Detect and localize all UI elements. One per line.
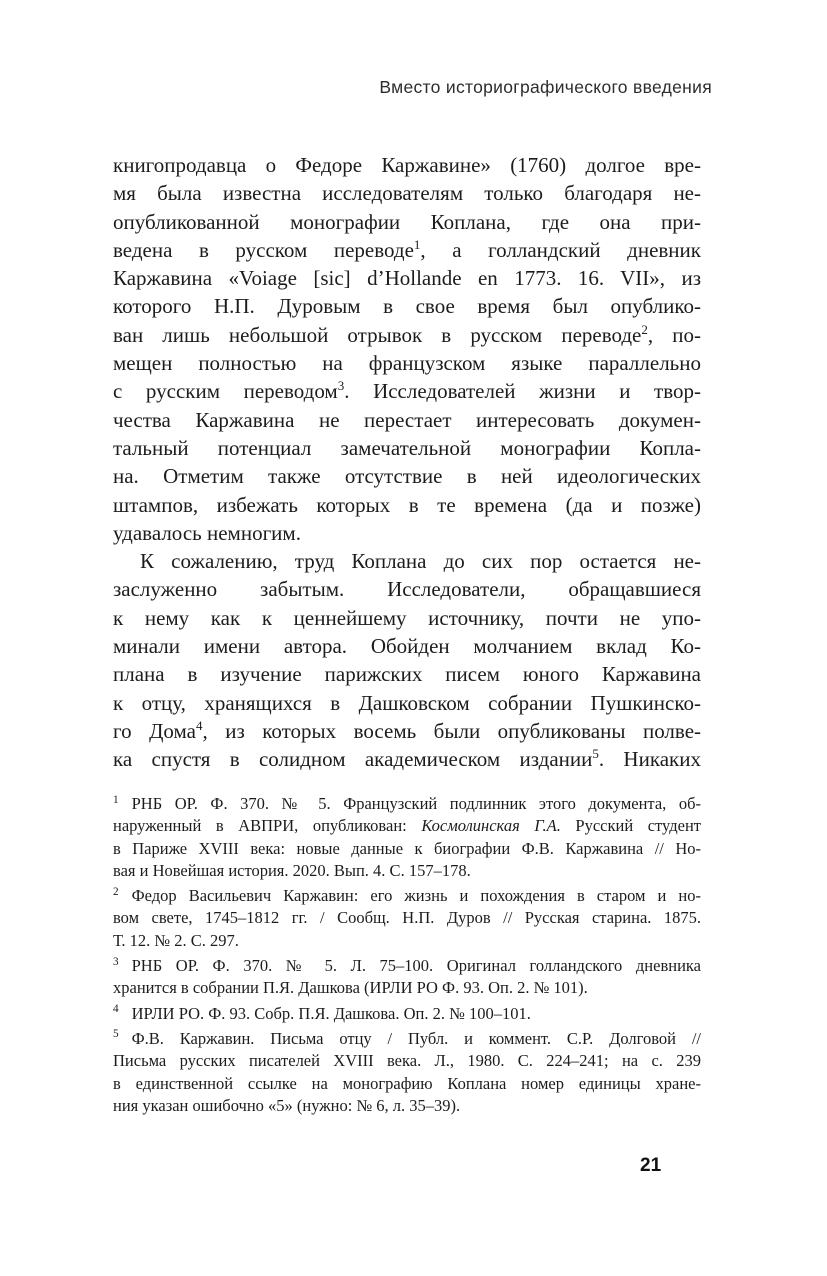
paragraph [113,151,701,547]
text-line [113,179,701,207]
text-line [113,349,701,377]
text-segment: штампов, избежать которых в те времена (да и позже) [113,492,701,517]
text-segment: , а голландский дневник [420,237,701,262]
page-number: 21 [640,1155,662,1176]
text-segment: . Никаких [598,747,701,772]
text-line [113,604,701,632]
text-segment: минали имени автора. Обойден молчанием вклад Ко- [113,634,701,659]
text-segment: РНБ ОР. Ф. 370. № 5. Французский подлинник этого документа, об- [131,794,701,813]
text-line [113,660,701,688]
text-line [113,321,701,349]
text-segment: наруженный в АВПРИ, опубликован: [113,816,422,836]
text-segment: которого Н.П. Дуровым в свое время был опублико- [113,294,701,319]
text-segment: тальный потенциал замечательной монографии Копла- [113,435,701,460]
text-line [113,907,701,929]
text-segment: чества Каржавина не перестает интересовать докумен- [113,407,701,432]
footnote [113,885,701,952]
paragraph [113,547,701,773]
text-segment: го Дома [113,718,196,743]
text-line [113,547,701,575]
text-line [113,519,701,547]
text-line [113,575,701,603]
footnote-number: 5 [113,1028,119,1041]
text-line [113,793,701,815]
text-segment: ка спустя в солидном академическом издании [113,747,593,772]
text-line [113,632,701,660]
footnote [113,955,701,1000]
footnote-number: 2 [113,885,119,898]
text-line [113,955,701,977]
text-segment: Письма русских писателей XVIII века. Л., 1980. С. 224–241; на с. 239 [113,1051,701,1071]
text-segment: ИРЛИ РО. Ф. 93. Собр. П.Я. Дашкова. Оп. 2. № 100–101. [131,1003,531,1023]
footnote-number: 1 [113,793,119,806]
footnote-number: 3 [113,955,119,968]
text-segment: в единственной ссылке на монографию Коплана номер единицы хране- [113,1073,701,1093]
footnote [113,1003,701,1025]
running-head: Вместо историографического введения [379,77,712,97]
footnotes [113,793,701,1120]
text-segment: Каржавина «Voiage [sic] d’Hollande en 1773. 16. VII», из [113,266,701,291]
text-segment: Ф.В. Каржавин. Письма отцу / Публ. и коммент. С.Р. Долговой // [131,1028,701,1048]
text-line [113,462,701,490]
text-segment: на. Отметим также отсутствие в ней идеологических [113,464,701,489]
text-segment: к нему как к ценнейшему источнику, почти не упо- [113,605,701,630]
text-line [113,406,701,434]
footnote-number: 4 [113,1003,119,1016]
text-segment: вая и Новейшая история. 2020. Вып. 4. С. 157–178. [113,860,471,880]
text-segment: К сожалению, труд Коплана до сих пор остается не- [140,549,701,574]
body-text [113,151,701,774]
text-line [113,236,701,264]
text-line [113,434,701,462]
text-segment: Федор Васильевич Каржавин: его жизнь и похождения в старом и но- [131,886,701,906]
text-line [113,377,701,405]
text-line [113,1095,701,1117]
text-segment: Т. 12. № 2. С. 297. [113,930,239,950]
text-line [113,815,701,837]
text-line [113,292,701,320]
text-segment: опубликованной монографии Коплана, где она при- [113,209,701,234]
text-segment: . Исследователей жизни и твор- [344,379,701,404]
text-line [113,264,701,292]
text-segment: ван лишь небольшой отрывок в русском переводе [113,322,642,347]
text-segment: ния указан ошибочно «5» (нужно: № 6, л. 35–39). [113,1095,461,1115]
text-line [113,860,701,882]
text-segment: удавалось немногим. [113,520,301,545]
text-segment: мещен полностью на французском языке параллельно [113,351,701,376]
text-segment: ведена в русском переводе [113,237,414,262]
text-segment: в Париже XVIII века: новые данные к биографии Ф.В. Каржавина // Но- [113,838,701,858]
footnote-ref: 2 [641,321,648,337]
text-line [113,151,701,179]
footnote [113,793,701,882]
text-segment: заслуженно забытым. Исследователи, обращавшиеся [113,577,701,602]
text-line [113,689,701,717]
text-segment: к отцу, хранящихся в Дашковском собрании Пушкинско- [113,690,701,715]
text-segment: плана в изучение парижских писем юного Каржавина [113,662,701,687]
text-segment: РНБ ОР. Ф. 370. № 5. Л. 75–100. Оригинал голландского дневника [131,956,701,976]
text-line [113,1073,701,1095]
footnote-ref: 4 [195,717,203,733]
text-segment: вом свете, 1745–1812 гг. / Сообщ. Н.П. Дуров // Русская старина. 1875. [113,908,701,928]
text-line [113,717,701,745]
text-line [113,745,701,773]
text-line [113,1028,701,1050]
text-line [113,491,701,519]
text-segment: мя была известна исследователям только благодаря не- [113,181,701,206]
text-line [113,977,701,999]
text-line [113,1050,701,1072]
text-line [113,930,701,952]
text-segment: книгопродавца о Федоре Каржавине» (1760) долгое вре- [113,153,701,177]
text-segment: , по- [647,322,702,347]
text-line [113,838,701,860]
footnote [113,1028,701,1117]
text-line [113,1003,701,1025]
text-line [113,885,701,907]
text-segment: , из которых восемь были опубликованы полве- [202,718,702,743]
footnote-ref: 3 [337,378,345,394]
footnote-ref: 1 [413,236,421,252]
italic-text: Космолинская Г.А. [421,816,561,836]
text-segment: Русский студент [560,816,701,836]
text-segment: с русским переводом [113,379,338,404]
footnote-ref: 5 [592,746,599,762]
text-segment: хранится в собрании П.Я. Дашкова (ИРЛИ РО Ф. 93. Оп. 2. № 101). [113,978,588,998]
text-line [113,208,701,236]
